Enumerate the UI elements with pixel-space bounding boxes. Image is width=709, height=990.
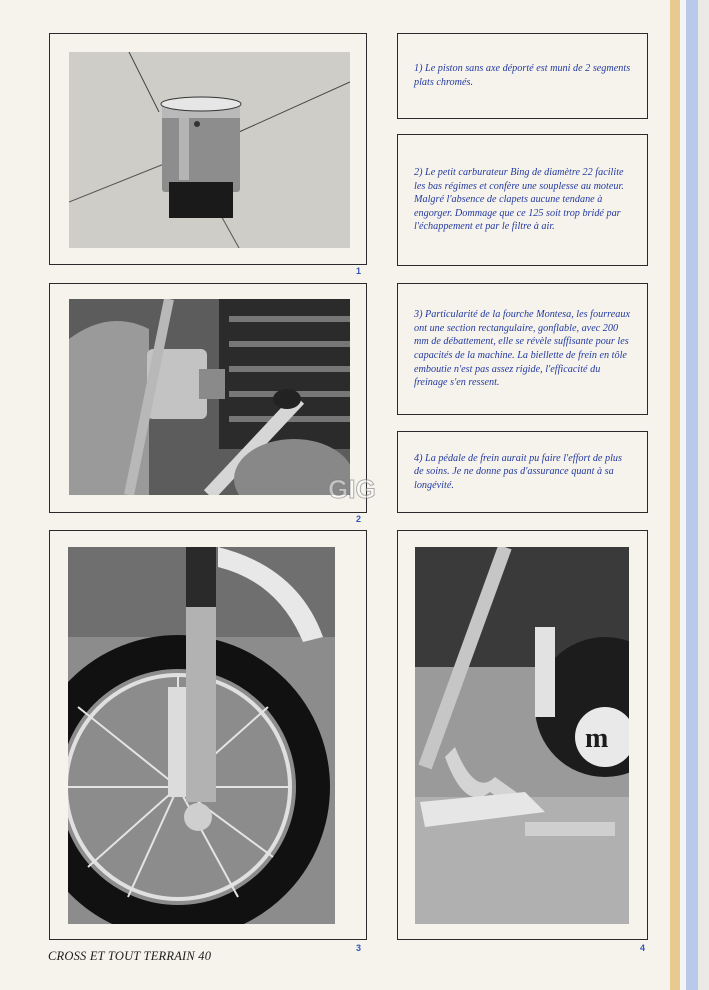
caption-text: 4) La pédale de frein aurait pu faire l'effort de plus de soins. Je ne donne pas d'assurance quant à sa longévité.: [414, 452, 622, 491]
brake-pedal-photo: [415, 547, 629, 924]
carburetor-photo: [69, 299, 350, 495]
photo-number: 2: [356, 514, 362, 524]
photo-number: 1: [356, 266, 362, 276]
page-edge: [670, 0, 680, 990]
photo-number: 3: [356, 943, 362, 953]
page-footer: CROSS ET TOUT TERRAIN 40: [48, 949, 212, 963]
watermark-text: GIG: [328, 474, 376, 504]
caption-box-4: [397, 431, 648, 513]
page-edge: [698, 0, 709, 990]
front-wheel-photo: [68, 547, 335, 924]
page-edge: [686, 0, 698, 990]
montesa-logo: m: [585, 723, 609, 754]
photo-number: 4: [640, 943, 646, 953]
watermark-logo: [322, 468, 386, 508]
caption-text: 2) Le petit carburateur Bing de diamètre 22 facilite les bas régimes et confère une souplesse au moteur. Malgré l'absence de clapets aucune tendane à engorger. Dommage que ce 125 soit trop bridé par l'échappement et par le filtre à air.: [414, 167, 624, 233]
caption-text: 3) Particularité de la fourche Montesa, les fourreaux ont une section rectangulaire, gonflable, avec 200 mm de débattement, elle se révèle suffisante pour les capacités de la machine. La biellette de frein en tôle emboutie n'est pas assez rigide, l'efficacité du freinage s'en ressent.: [414, 309, 630, 389]
caption-box-2: [397, 134, 648, 266]
caption-box-3: [397, 283, 648, 415]
piston-photo: [69, 52, 350, 248]
caption-box-1: [397, 33, 648, 119]
caption-text: 1) Le piston sans axe déporté est muni de 2 segments plats chromés.: [414, 63, 631, 88]
